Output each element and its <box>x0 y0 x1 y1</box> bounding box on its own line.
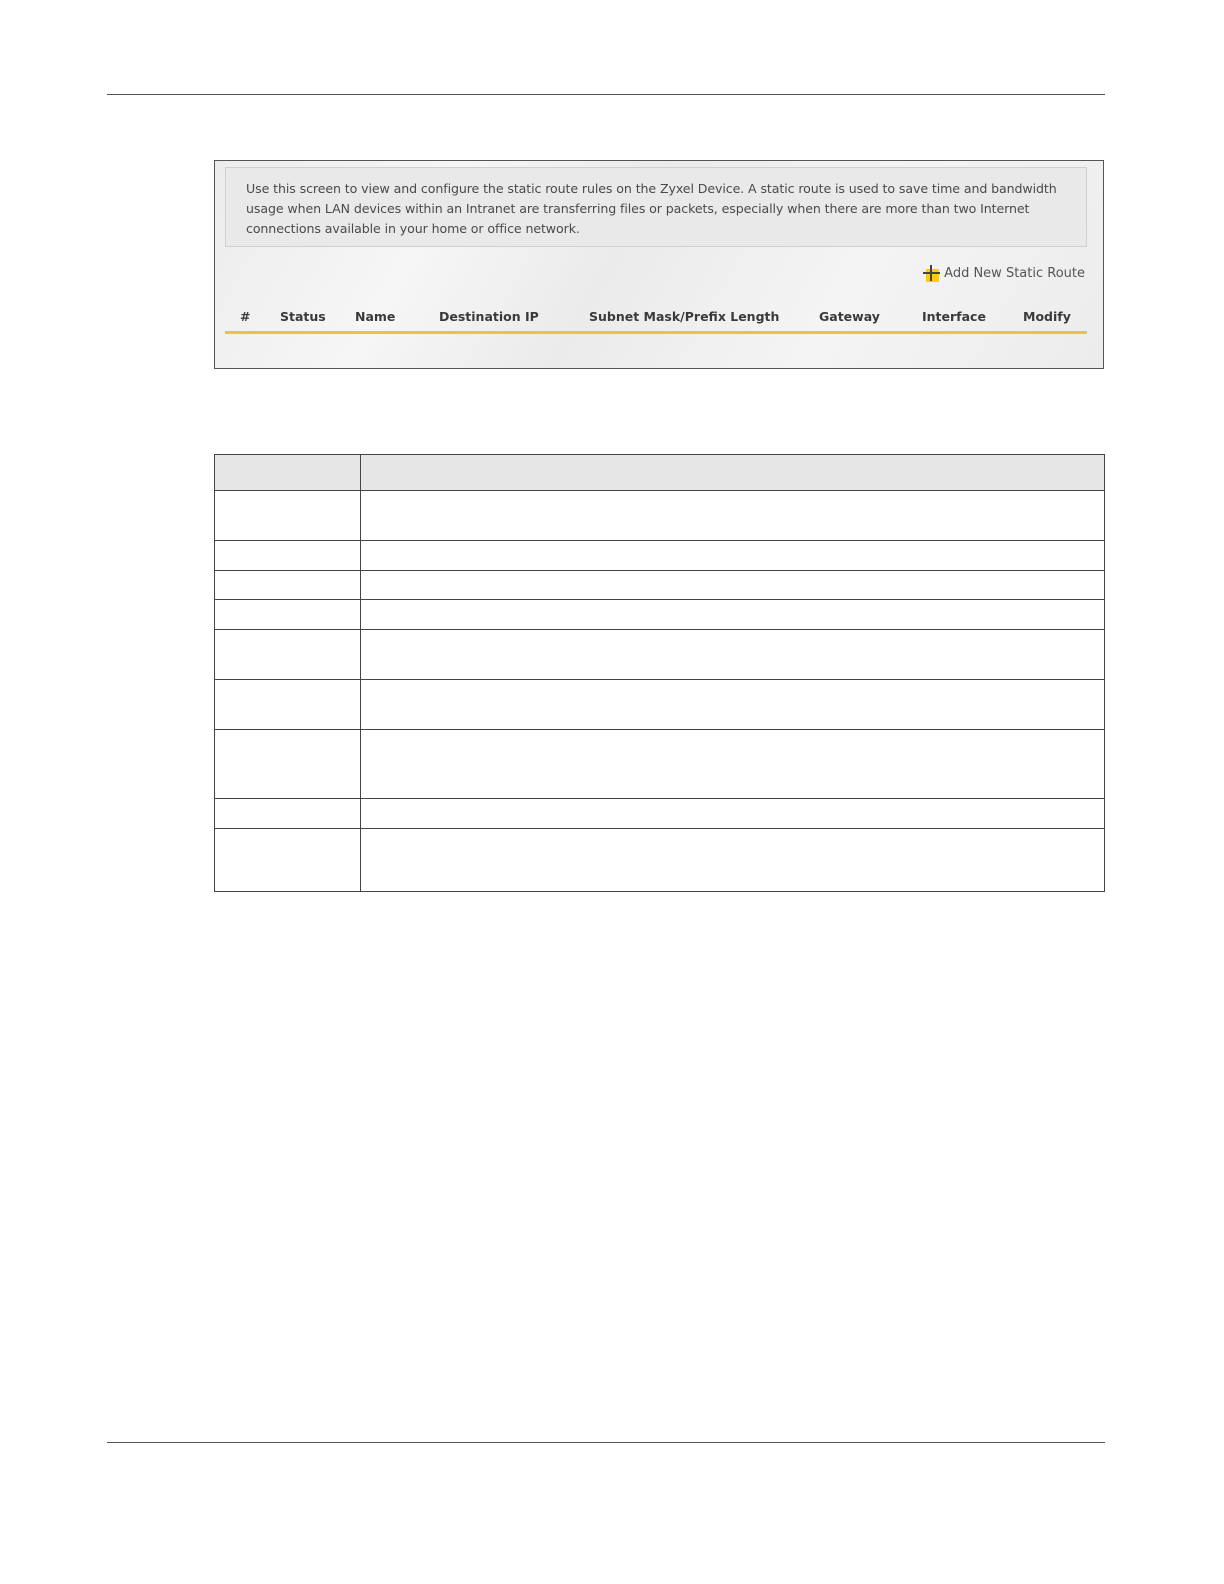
table-row <box>215 600 1105 630</box>
table-row <box>215 541 1105 571</box>
table-row <box>215 730 1105 799</box>
column-header-modify: Modify <box>1023 309 1071 324</box>
table-header-row <box>215 455 1105 491</box>
column-header-gateway: Gateway <box>819 309 880 324</box>
intro-text: Use this screen to view and configure the static route rules on the Zyxel Device. A static route is used to save time and bandwidth usage when LAN devices within an Intranet are transferring files or packets, especially when there are more than two Internet connections available in your home or office network. <box>225 167 1087 247</box>
add-route-label: Add New Static Route <box>944 266 1085 281</box>
column-header-destination-ip: Destination IP <box>439 309 539 324</box>
table-row <box>215 571 1105 600</box>
table-row <box>215 829 1105 892</box>
add-new-static-route-button[interactable] <box>923 265 1085 282</box>
table-row <box>215 491 1105 541</box>
table-row <box>215 799 1105 829</box>
plus-icon <box>923 265 940 282</box>
table-row <box>215 630 1105 680</box>
header-rule <box>107 94 1105 95</box>
column-header-interface: Interface <box>922 309 986 324</box>
table-row <box>215 680 1105 730</box>
table-header-underline <box>225 331 1087 334</box>
static-route-screenshot <box>214 160 1104 369</box>
column-header-name: Name <box>355 309 396 324</box>
column-header-status: Status <box>280 309 326 324</box>
column-header-number: # <box>240 309 251 324</box>
field-description-table <box>214 454 1105 892</box>
column-header-subnet-mask: Subnet Mask/Prefix Length <box>589 309 780 324</box>
footer-rule <box>107 1442 1105 1443</box>
